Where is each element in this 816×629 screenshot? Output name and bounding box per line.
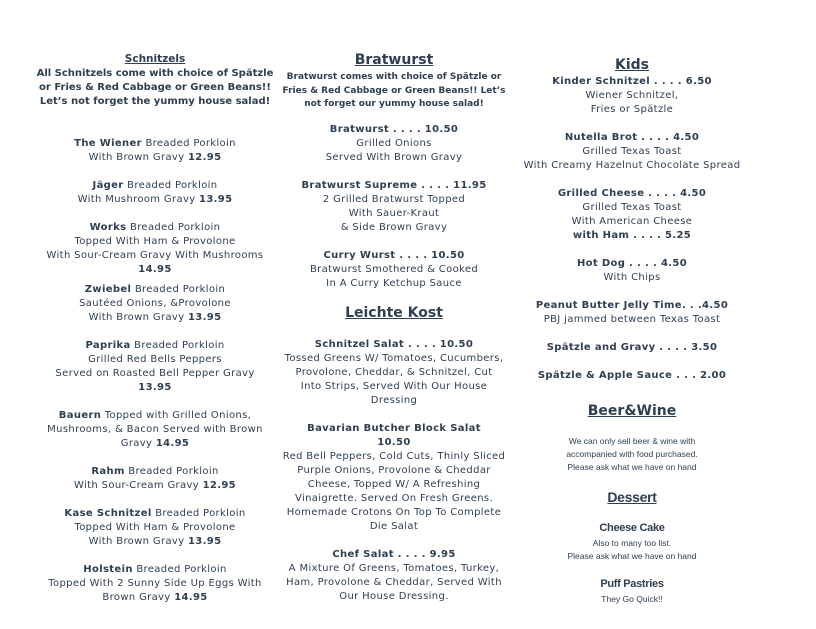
menu-item-paprika: Paprika Breaded Porkloin Grilled Red Bells Peppers Served on Roasted Bell Pepper Gravy 13.95 [55,340,255,393]
menu-item-grilled-cheese: Grilled Cheese . . . . 4.50 Grilled Texas Toast With American Cheese with Ham . . . . 5.25 [557,188,707,241]
menu-item-jager: Jäger Breaded Porkloin With Mushroom Gravy 13.95 [77,180,233,205]
menu-item-spatzle-gravy: Spätzle and Gravy . . . . 3.50 [546,342,718,353]
menu-item-curry-wurst: Curry Wurst . . . . 10.50 Bratwurst Smothered & Cooked In A Curry Ketchup Sauce [309,250,479,289]
beer-wine-note: We can only sell beer & wine with accompanied with food purchased. Please ask what we have on hand [566,436,698,472]
menu-item-wiener: The Wiener Breaded Porkloin With Brown Gravy 12.95 [74,138,236,163]
menu-item-pbj: Peanut Butter Jelly Time. . .4.50 PBJ jammed between Texas Toast [535,300,729,325]
menu-item-kinder-schnitzel: Kinder Schnitzel . . . . 6.50 Wiener Schnitzel, Fries or Spätzle [552,76,712,115]
beer-wine-title: Beer&Wine [587,403,677,419]
schnitzels-title: Schnitzels [124,53,186,65]
dessert-cheese-cake-note: Also to many too list. Please ask what we have on hand [567,538,697,561]
dessert-title: Dessert [607,489,657,505]
dessert-puff-pastries-note: They Go Quick!! [601,594,663,604]
menu-item-rahm: Rahm Breaded Porkloin With Sour-Cream Gravy 12.95 [74,466,236,491]
dessert-cheese-cake: Cheese Cake [599,522,665,534]
schnitzels-intro: All Schnitzels come with choice of Spätzle or Fries & Red Cabbage or Green Beans!! Let’s not forget the yummy house salad! [36,68,274,107]
menu-item-hot-dog: Hot Dog . . . . 4.50 With Chips [576,258,688,283]
menu-item-chef-salat: Chef Salat . . . . 9.95 A Mixture Of Greens, Tomatoes, Turkey, Ham, Provolone & Cheddar, Served With Our House Dressing. [286,549,502,602]
dessert-puff-pastries: Puff Pastries [600,578,664,590]
menu-item-spatzle-apple: Spätzle & Apple Sauce . . . 2.00 [537,370,727,381]
menu-item-kase-schnitzel: Kase Schnitzel Breaded Porkloin Topped With Ham & Provolone With Brown Gravy 13.95 [64,508,246,547]
bratwurst-title: Bratwurst [354,52,434,68]
menu-item-butcher-block-salat: Bavarian Butcher Block Salat 10.50 Red Bell Peppers, Cold Cuts, Thinly Sliced Purple Onions, Provolone & Cheddar Cheese, Topped W/ A Refreshing Vinaigrette. Served On Fresh Greens. Homemade Crotons On Top To Complete Die Salat [282,423,506,532]
leichte-kost-title: Leichte Kost [345,305,443,321]
menu-item-nutella-brot: Nutella Brot . . . . 4.50 Grilled Texas Toast With Creamy Hazelnut Chocolate Spread [523,132,741,171]
bratwurst-intro: Bratwurst comes with choice of Spätzle or Fries & Red Cabbage or Green Beans!! Let’s not forget our yummy house salad! [282,72,506,109]
menu-item-holstein: Holstein Breaded Porkloin Topped With 2 Sunny Side Up Eggs With Brown Gravy 14.95 [48,564,262,603]
menu-item-zwiebel: Zwiebel Breaded Porkloin Sautéed Onions, &Provolone With Brown Gravy 13.95 [79,284,231,323]
menu-item-works: Works Breaded Porkloin Topped With Ham & Provolone With Sour-Cream Gravy With Mushrooms 14.95 [46,222,264,275]
menu-item-bratwurst-supreme: Bratwurst Supreme . . . . 11.95 2 Grilled Bratwurst Topped With Sauer-Kraut & Side Brown Gravy [301,180,487,233]
menu-item-bratwurst: Bratwurst . . . . 10.50 Grilled Onions Served With Brown Gravy [325,124,463,163]
menu-item-bauern: Bauern Topped with Grilled Onions, Mushrooms, & Bacon Served with Brown Gravy 14.95 [47,410,263,449]
menu-item-schnitzel-salat: Schnitzel Salat . . . . 10.50 Tossed Greens W/ Tomatoes, Cucumbers, Provolone, Cheddar, & Schnitzel, Cut Into Strips, Served With Our House Dressing [284,339,504,406]
kids-title: Kids [614,57,649,73]
